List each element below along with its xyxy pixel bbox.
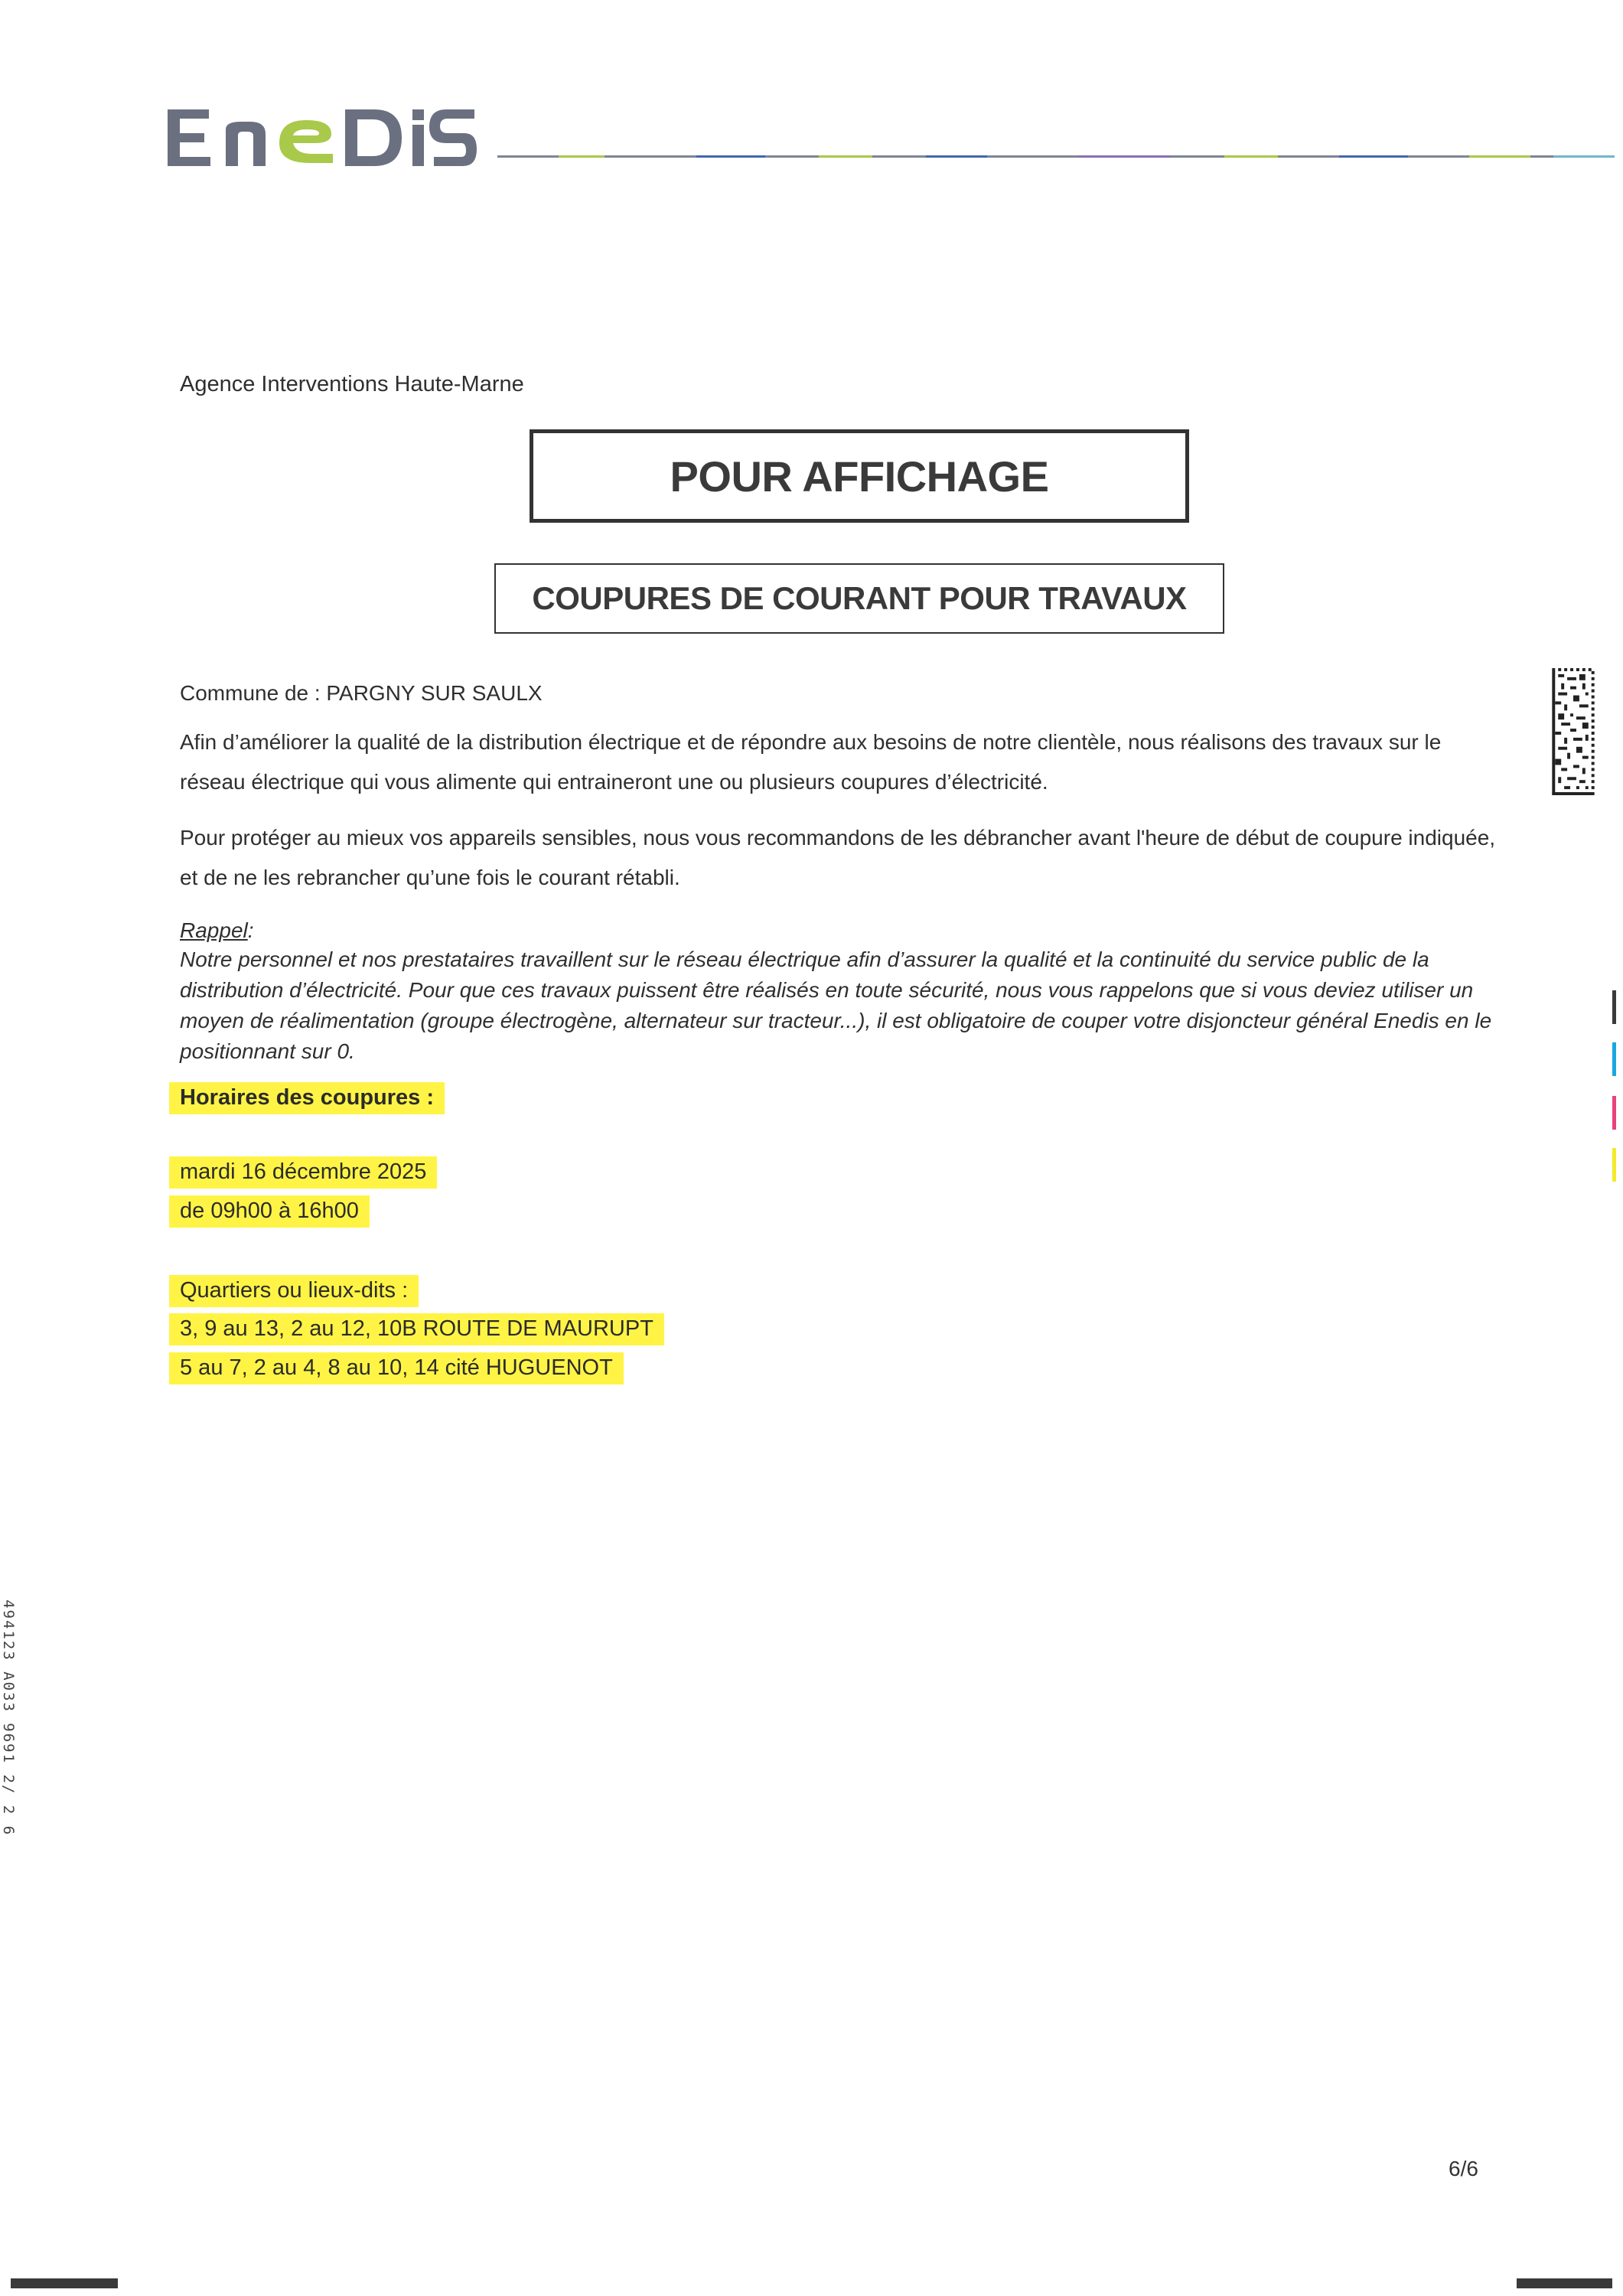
district-item bbox=[180, 1316, 664, 1342]
header-divider-line bbox=[497, 154, 1615, 159]
page-number: 6/6 bbox=[1449, 2157, 1478, 2180]
district-item-text: 5 au 7, 2 au 4, 8 au 10, 14 cité HUGUENOT bbox=[169, 1352, 624, 1384]
scan-side-code: 494123 A033 9691 2/ 2 6 bbox=[0, 1600, 17, 1837]
schedule-label-text: Horaires des coupures : bbox=[169, 1082, 445, 1114]
scan-bottom-bar-left bbox=[11, 2278, 118, 2288]
enedis-logo bbox=[165, 103, 478, 172]
schedule-label bbox=[180, 1085, 445, 1110]
reminder-text: Notre personnel et nos prestataires travaillent sur le réseau électrique afin d’assurer la qualité et la continuité du service public de la distribution d’électricité. Pour que ces travaux puissent être réalisés en toute sécurité, nous vous rappelons que si vous deviez utiliser un moyen de réalimentation (groupe électrogène, alternateur sur tracteur...), il est obligatoire de couper votre disjoncteur général Enedis en le positionnant sur 0. bbox=[180, 947, 1492, 1063]
outage-hours-text: de 09h00 à 16h00 bbox=[169, 1195, 370, 1228]
scan-bottom-bar-right bbox=[1517, 2278, 1612, 2288]
reminder-title: Rappel bbox=[180, 918, 248, 942]
commune: Commune de : PARGNY SUR SAULX bbox=[180, 681, 543, 705]
display-notice-box bbox=[530, 429, 1189, 523]
advice-paragraph: Pour protéger au mieux vos appareils sensibles, nous vous recommandons de les débrancher avant l'heure de début de coupure indiquée, et de ne les rebrancher qu’une fois le courant rétabli. bbox=[180, 826, 1496, 889]
district-item bbox=[180, 1355, 624, 1381]
print-mark-magenta bbox=[1612, 1096, 1616, 1130]
print-mark-yellow bbox=[1612, 1148, 1616, 1182]
print-mark-cyan bbox=[1612, 1042, 1616, 1076]
outage-date-text: mardi 16 décembre 2025 bbox=[169, 1156, 437, 1189]
reminder-heading bbox=[180, 918, 254, 943]
outage-hours bbox=[180, 1199, 370, 1224]
datamatrix-code bbox=[1552, 668, 1595, 795]
display-notice-title: POUR AFFICHAGE bbox=[670, 452, 1049, 501]
power-cut-title: COUPURES DE COURANT POUR TRAVAUX bbox=[532, 580, 1187, 616]
districts-label bbox=[180, 1278, 419, 1303]
intro-paragraph: Afin d’améliorer la qualité de la distribution électrique et de répondre aux besoins de notre clientèle, nous réalisons des travaux sur le réseau électrique qui vous alimente qui entraineront une ou plusieurs coupures d’électricité. bbox=[180, 730, 1442, 794]
agency-name: Agence Interventions Haute-Marne bbox=[180, 372, 524, 396]
reminder-title-colon: : bbox=[247, 918, 254, 942]
print-mark-black bbox=[1612, 990, 1616, 1024]
districts-label-text: Quartiers ou lieux-dits : bbox=[169, 1275, 419, 1307]
power-cut-title-box bbox=[494, 563, 1224, 634]
outage-date bbox=[180, 1159, 437, 1185]
district-item-text: 3, 9 au 13, 2 au 12, 10B ROUTE DE MAURUPT bbox=[169, 1313, 664, 1345]
